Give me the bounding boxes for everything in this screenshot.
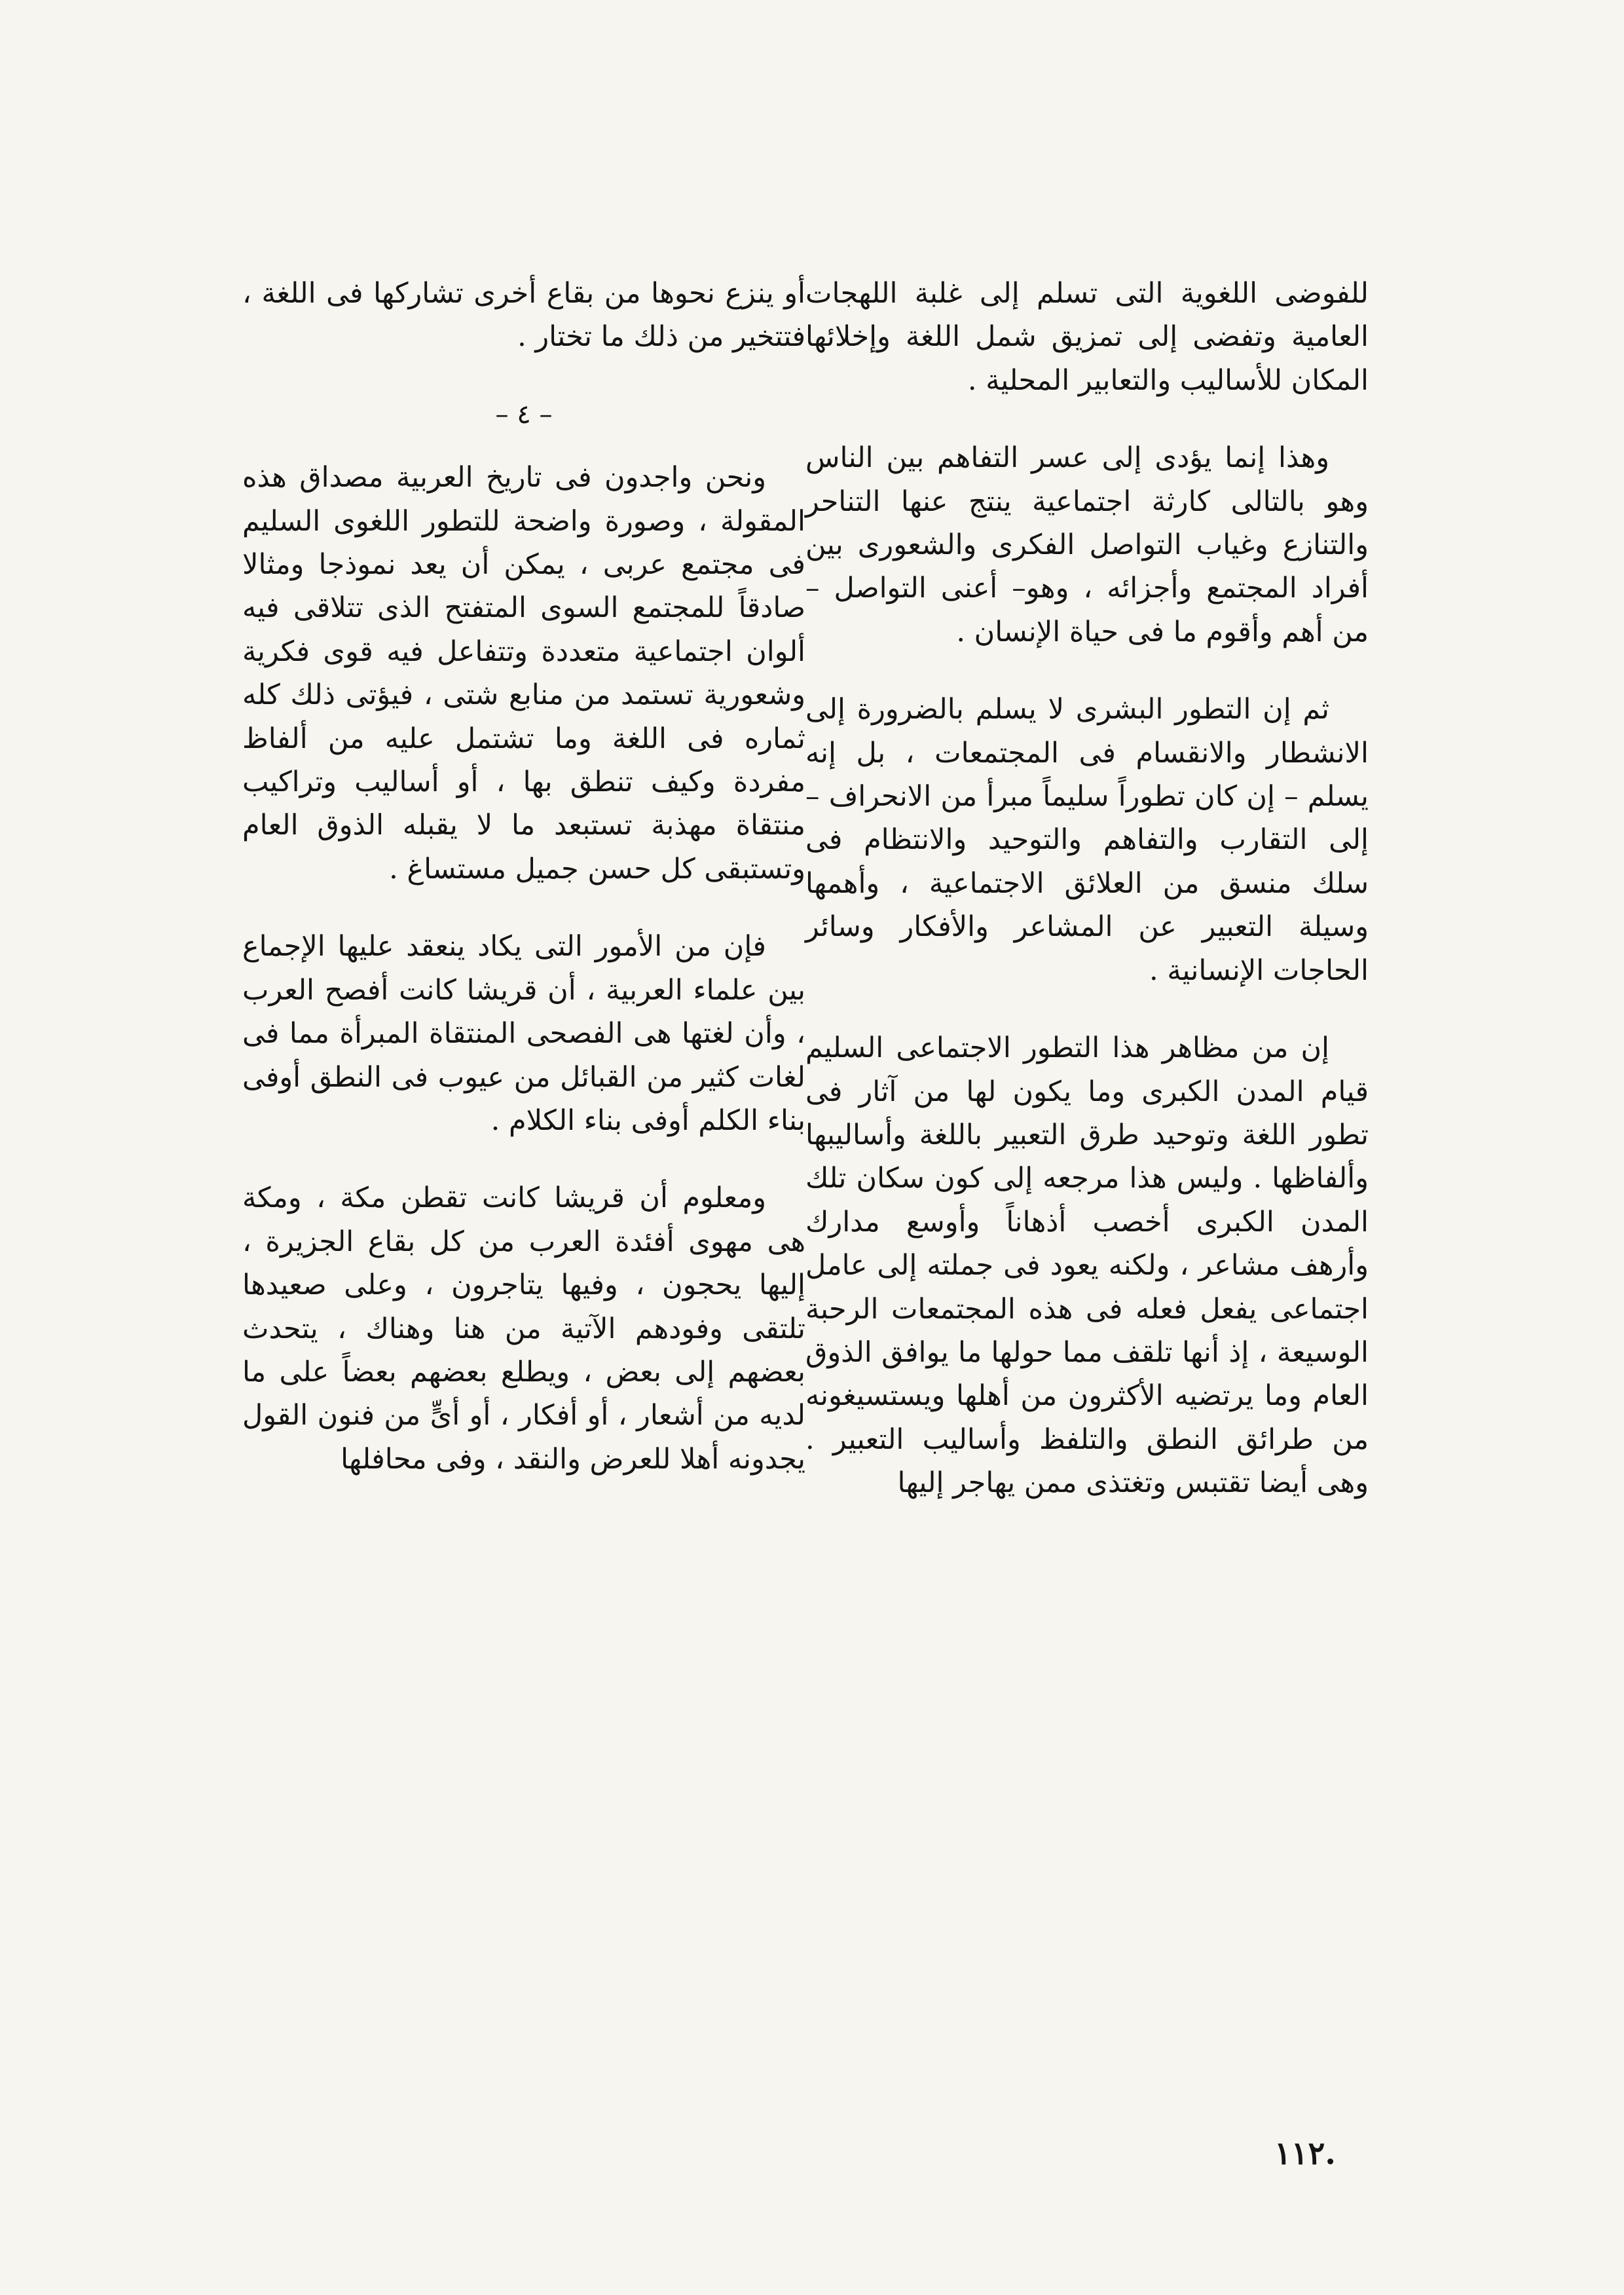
left-text-column: [242, 272, 805, 1515]
paragraph: فإن من الأمور التى يكاد ينعقد عليها الإجماع بين علماء العربية ، أن قريشا كانت أفصح العرب ، وأن لغتها هى الفصحى المنتقاة المبرأة مما فى لغات كثير من القبائل من عيوب فى النطق أوفى بناء الكلم أوفى بناء الكلام .: [242, 930, 805, 1137]
paragraph: ثم إن التطور البشرى لا يسلم بالضرورة إلى الانشطار والانقسام فى المجتمعات ، بل إنه يسلم – إن كان تطوراً سليماً مبرأ من الانحراف – إلى التقارب والتفاهم والتوحيد والانتظام فى سلك منسق من العلائق الاجتماعية ، وأهمها وسيلة التعبير عن المشاعر والأفكار وسائر الحاجات الإنسانية .: [805, 693, 1369, 987]
right-text-column: [805, 272, 1369, 1539]
paragraph: للفوضى اللغوية التى تسلم إلى غلبة اللهجات العامية وتفضى إلى تمزيق شمل اللغة وإخلائها المكان للأساليب والتعابير المحلية .: [805, 277, 1369, 397]
paragraph-continuation: أو ينزع نحوها من بقاع أخرى تشاركها فى اللغة ، فتتخير من ذلك ما تختار .: [242, 277, 805, 354]
paragraph: ومعلوم أن قريشا كانت تقطن مكة ، ومكة هى مهوى أفئدة العرب من كل بقاع الجزيرة ، إليها يحجون ، وفيها يتاجرون ، وعلى صعيدها تلتقى وفودهم الآتية من هنا وهناك ، يتحدث بعضهم إلى بعض ، ويطلع بعضهم بعضاً على ما لديه من أشعار ، أو أفكار ، أو أىٍّ من فنون القول يجدونه أهلا للعرض والنقد ، وفى محافلها: [242, 1182, 805, 1476]
section-number: – ٤ –: [495, 399, 553, 430]
paragraph: ونحن واجدون فى تاريخ العربية مصداق هذه المقولة ، وصورة واضحة للتطور اللغوى السليم فى مجتمع عربى ، يمكن أن يعد نموذجا ومثالا صادقاً للمجتمع السوى المتفتح الذى تتلاقى فيه ألوان اجتماعية متعددة وتتفاعل فيه قوى فكرية وشعورية تستمد من منابع شتى ، فيؤتى ذلك كله ثماره فى اللغة وما تشتمل عليه من ألفاظ مفردة وكيف تنطق بها ، أو أساليب وتراكيب منتقاة مهذبة تستبعد ما لا يقبله الذوق العام وتستبقى كل حسن جميل مستساغ .: [242, 461, 805, 886]
paragraph: وهذا إنما يؤدى إلى عسر التفاهم بين الناس وهو بالتالى كارثة اجتماعية ينتج عنها التناحر والتنازع وغياب التواصل الفكرى والشعورى بين أفراد المجتمع وأجزائه ، وهو– أعنى التواصل – من أهم وأقوم ما فى حياة الإنسان .: [805, 441, 1369, 648]
page-number: ١١٢.: [1274, 2135, 1336, 2172]
paragraph: إن من مظاهر هذا التطور الاجتماعى السليم قيام المدن الكبرى وما يكون لها من آثار فى تطور اللغة وتوحيد طرق التعبير باللغة وأساليبها وألفاظها . وليس هذا مرجعه إلى كون سكان تلك المدن الكبرى أخصب أذهاناً وأوسع مدارك وأرهف مشاعر ، ولكنه يعود فى جملته إلى عامل اجتماعى يفعل فعله فى هذه المجتمعات الرحبة الوسيعة ، إذ أنها تلقف مما حولها ما يوافق الذوق العام وما يرتضيه الأكثرون من أهلها ويستسيغونه من طرائق النطق والتلفظ وأساليب التعبير . وهى أيضا تقتبس وتغتذى ممن يهاجر إليها: [805, 1032, 1369, 1500]
